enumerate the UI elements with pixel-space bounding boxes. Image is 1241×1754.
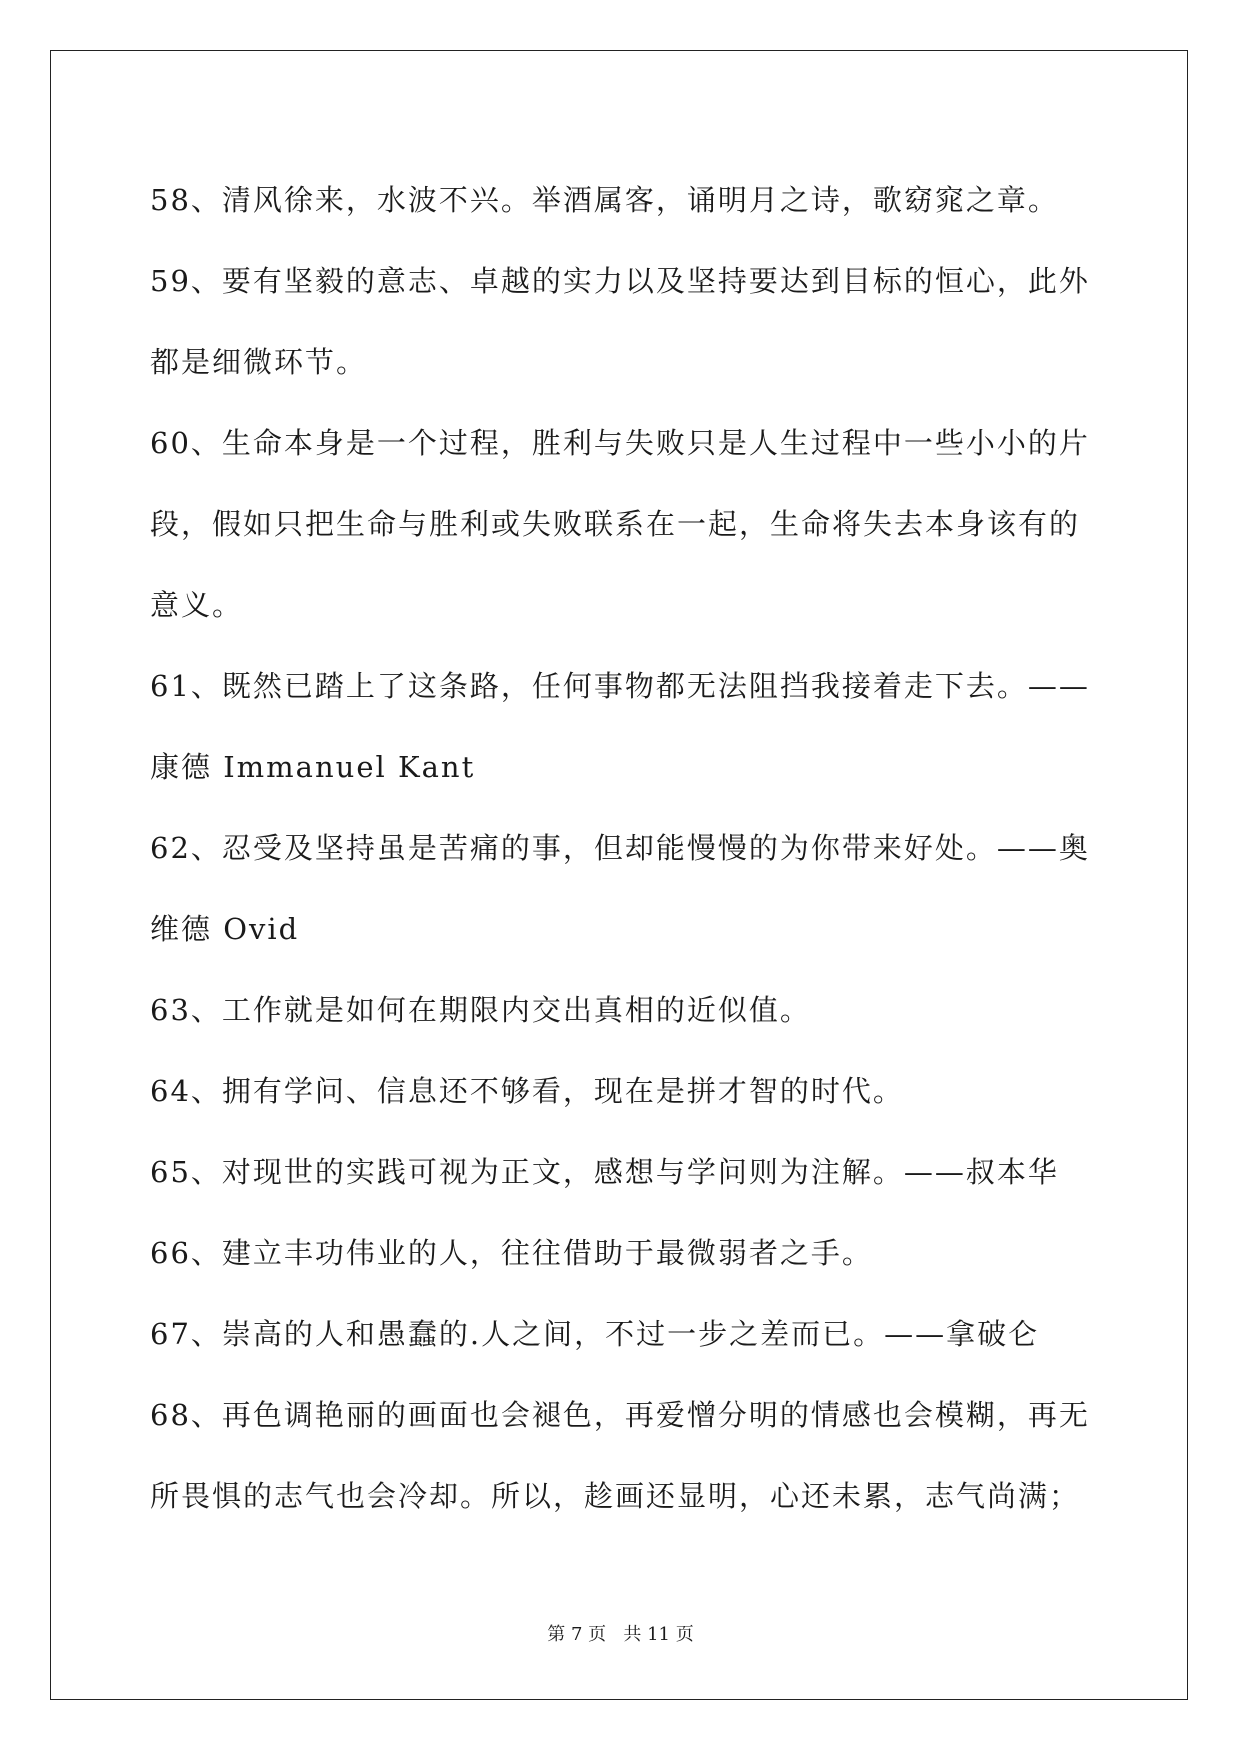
paragraph-67: 67、崇高的人和愚蠢的.人之间，不过一步之差而已。——拿破仑: [150, 1317, 1040, 1351]
paragraph-63: 63、工作就是如何在期限内交出真相的近似值。: [150, 993, 811, 1027]
paragraph-68: 68、再色调艳丽的画面也会褪色，再爱憎分明的情感也会模糊，再无所畏惧的志气也会冷却。所以，趁画还显明，心还未累，志气尚满；: [150, 1398, 1090, 1513]
paragraph-64: 64、拥有学问、信息还不够看，现在是拼才智的时代。: [150, 1074, 904, 1108]
paragraph-66: 66、建立丰功伟业的人，往往借助于最微弱者之手。: [150, 1236, 873, 1270]
paragraph-62: 62、忍受及坚持虽是苦痛的事，但却能慢慢的为你带来好处。——奥维德 Ovid: [150, 831, 1090, 946]
paragraph-60: 60、生命本身是一个过程，胜利与失败只是人生过程中一些小小的片段，假如只把生命与胜利或失败联系在一起，生命将失去本身该有的意义。: [150, 426, 1090, 622]
total-pages: 共 11 页: [623, 1624, 694, 1645]
paragraph-59: 59、要有坚毅的意志、卓越的实力以及坚持要达到目标的恒心，此外都是细微环节。: [150, 264, 1090, 379]
page-footer: [0, 1620, 1241, 1646]
paragraph-58: 58、清风徐来，水波不兴。举酒属客，诵明月之诗，歌窈窕之章。: [150, 183, 1059, 217]
document-body: [150, 160, 1100, 1537]
paragraph-65: 65、对现世的实践可视为正文，感想与学问则为注解。——叔本华: [150, 1155, 1059, 1189]
page-number: 第 7 页: [547, 1624, 607, 1645]
paragraph-61: 61、既然已踏上了这条路，任何事物都无法阻挡我接着走下去。——康德 Immanuel Kant: [150, 669, 1090, 784]
